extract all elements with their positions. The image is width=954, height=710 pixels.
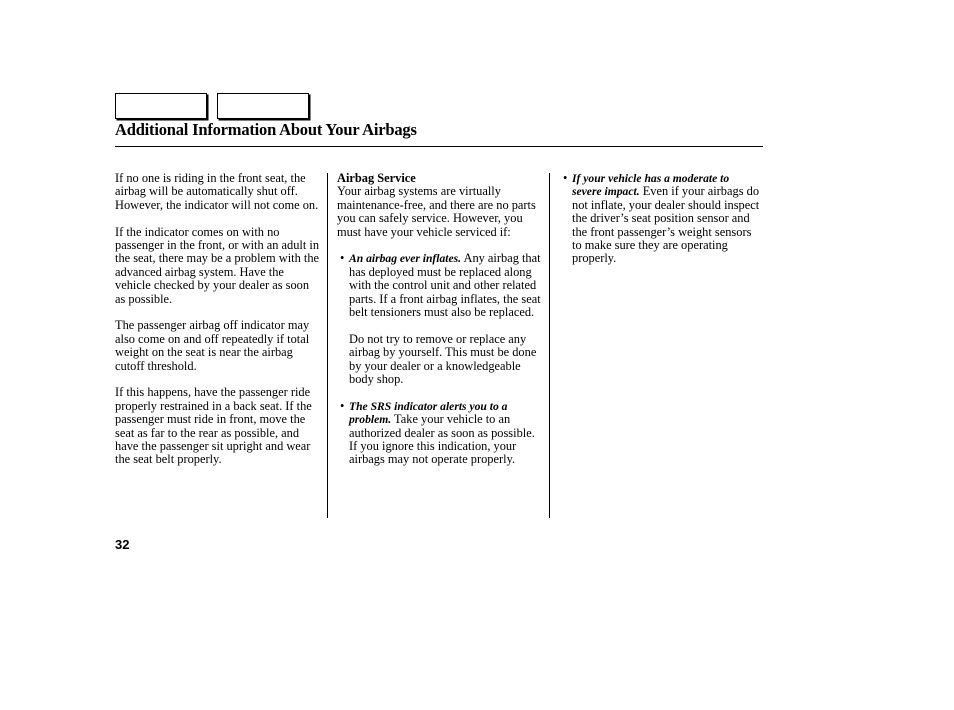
bullet-lead: If your vehicle has a moderate to severe impact. [572, 172, 730, 199]
bullet-lead: The SRS indicator alerts you to a problem. [349, 399, 508, 427]
paragraph: The passenger airbag off indicator may also come on and off repeatedly if total weight on the seat is near the airbag cutoff threshold. [115, 318, 310, 373]
page-number: 32 [115, 537, 130, 552]
bullet-moderate-impact [560, 172, 760, 266]
bullet-dot: • [340, 398, 345, 413]
paragraph: If the indicator comes on with no passenger in the front, or with an adult in the seat, there may be a problem with the advanced airbag system. Have the vehicle checked by your dealer as soon as possible. [115, 224, 320, 306]
title-rule [115, 146, 763, 147]
section-heading-airbag-service: Airbag Service [337, 171, 416, 185]
bullet-lead: An airbag ever inflates. [349, 252, 462, 266]
bullet-body: Take your vehicle to an authorized dealer as soon as possible. If you ignore this indication, your airbags may not operate properly. [349, 412, 535, 467]
bullet-dot: • [340, 251, 345, 266]
bullet-text [572, 172, 760, 266]
paragraph: If this happens, have the passenger ride properly restrained in a back seat. If the passenger must ride in front, move the seat as far to the rear as possible, and have the passenger sit upright and wear the seat belt properly. [115, 385, 312, 467]
column-2 [337, 172, 543, 480]
paragraph: Your airbag systems are virtually maintenance-free, and there are no parts you can safely service. However, you must have your vehicle serviced if: [337, 184, 536, 239]
column-1 [115, 172, 321, 480]
nav-tab-box-2[interactable] [217, 93, 309, 119]
column-divider-2 [549, 173, 550, 518]
paragraph: Do not try to remove or replace any airbag by yourself. This must be done by your dealer or a knowledgeable body shop. [349, 331, 537, 387]
bullet-dot: • [563, 171, 568, 185]
bullet-body: Any airbag that has deployed must be replaced along with the control unit and other related parts. If a front airbag inflates, the seat belt tensioners must also be replaced. [349, 251, 541, 320]
bullet-text [349, 252, 543, 319]
bullet-text [349, 400, 543, 467]
bullet-srs-indicator [337, 400, 543, 467]
bullet-airbag-inflates [337, 252, 543, 386]
nav-tab-box-1[interactable] [115, 93, 207, 119]
column-divider-1 [327, 173, 328, 518]
page-title: Additional Information About Your Airbags [115, 120, 417, 139]
bullet-body: Even if your airbags do not inflate, your dealer should inspect the driver’s seat position sensor and the front passenger’s weight sensors to make sure they are operating properly. [572, 184, 760, 266]
column-3 [560, 172, 760, 279]
paragraph: If no one is riding in the front seat, the airbag will be automatically shut off. However, the indicator will not come on. [115, 171, 319, 212]
